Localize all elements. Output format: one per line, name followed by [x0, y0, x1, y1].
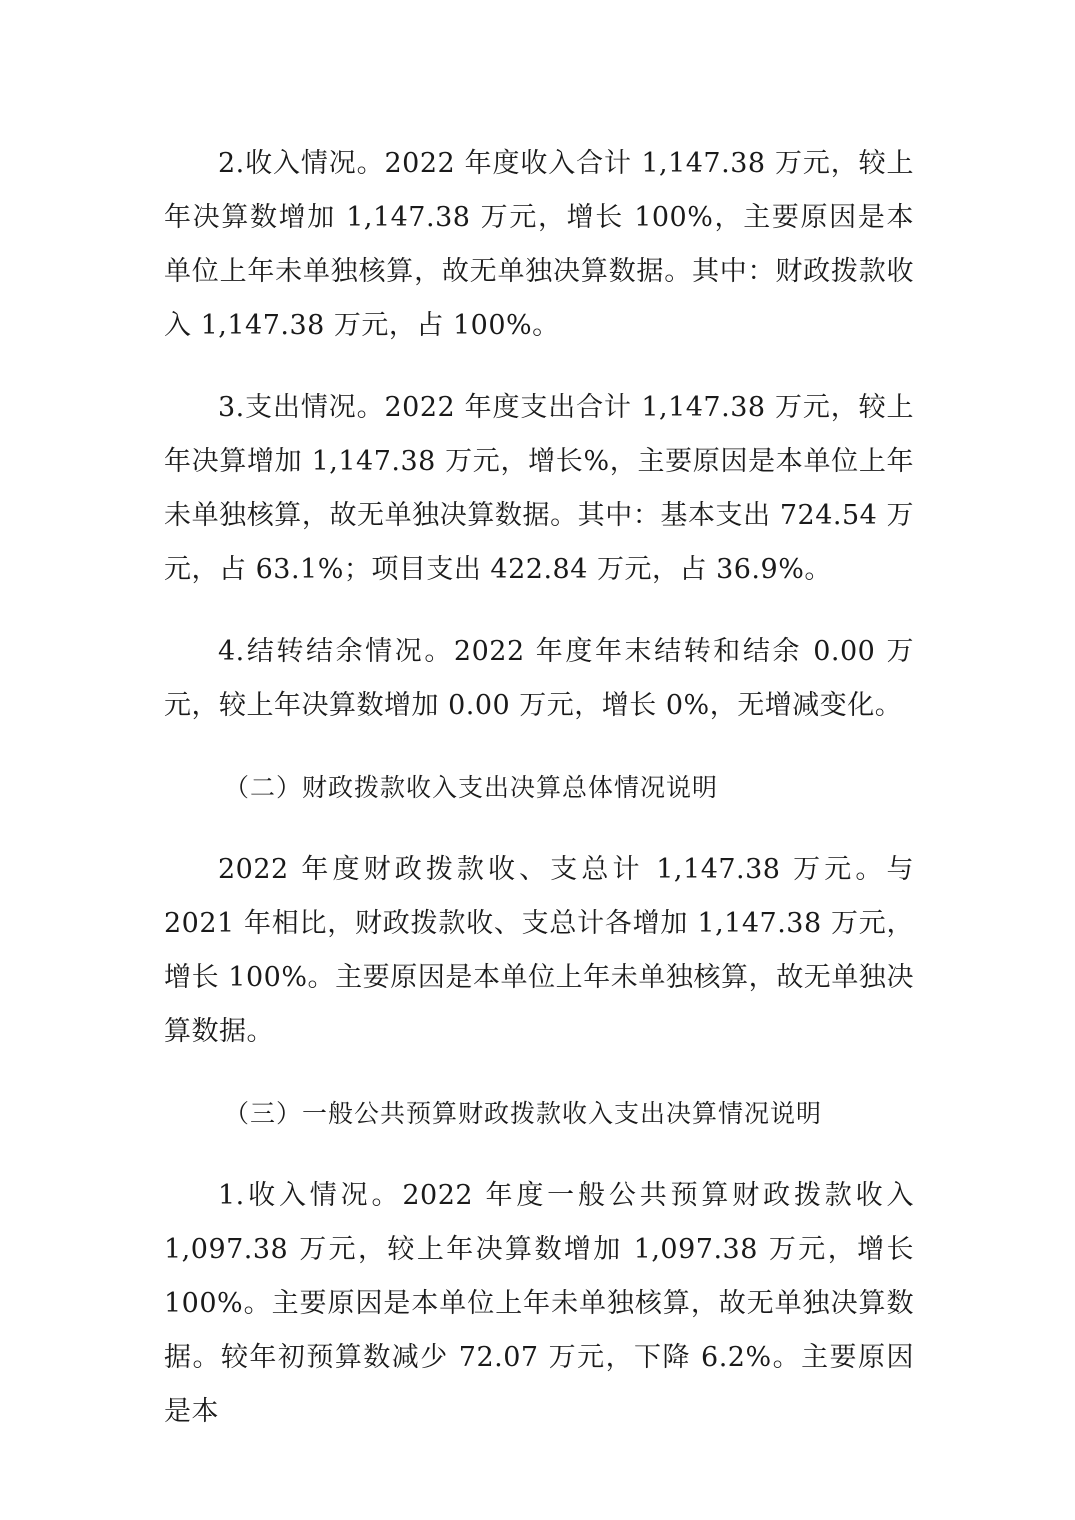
section-heading-2: （二）财政拨款收入支出决算总体情况说明 — [224, 773, 719, 802]
paragraph-carryover: 4.结转结余情况。2022 年度年末结转和结余 0.00 万元，较上年决算数增加 0.00 万元，增长 0%，无增减变化。 — [164, 636, 914, 721]
paragraph-expense: 3.支出情况。2022 年度支出合计 1,147.38 万元，较上年决算增加 1,147.38 万元，增长%，主要原因是本单位上年未单独核算，故无单独决算数据。其中：基本支出 724.54 万元，占 63.1%；项目支出 422.84 万元，占 36.9%。 — [164, 392, 914, 585]
section-heading-3: （三）一般公共预算财政拨款收入支出决算情况说明 — [224, 1099, 823, 1128]
document-body — [164, 137, 914, 1467]
paragraph-section2: 2022 年度财政拨款收、支总计 1,147.38 万元。与 2021 年相比，财政拨款收、支总计各增加 1,147.38 万元，增长 100%。主要原因是本单位上年未单独核算，故无单独决算数据。 — [164, 854, 914, 1047]
paragraph-section3: 1.收入情况。2022 年度一般公共预算财政拨款收入 1,097.38 万元，较上年决算数增加 1,097.38 万元，增长 100%。主要原因是本单位上年未单独核算，故无单独决算数据。较年初预算数减少 72.07 万元，下降 6.2%。主要原因是本 — [164, 1180, 914, 1427]
paragraph-income: 2.收入情况。2022 年度收入合计 1,147.38 万元，较上年决算数增加 1,147.38 万元，增长 100%，主要原因是本单位上年未单独核算，故无单独决算数据。其中：财政拨款收入 1,147.38 万元，占 100%。 — [164, 148, 914, 341]
